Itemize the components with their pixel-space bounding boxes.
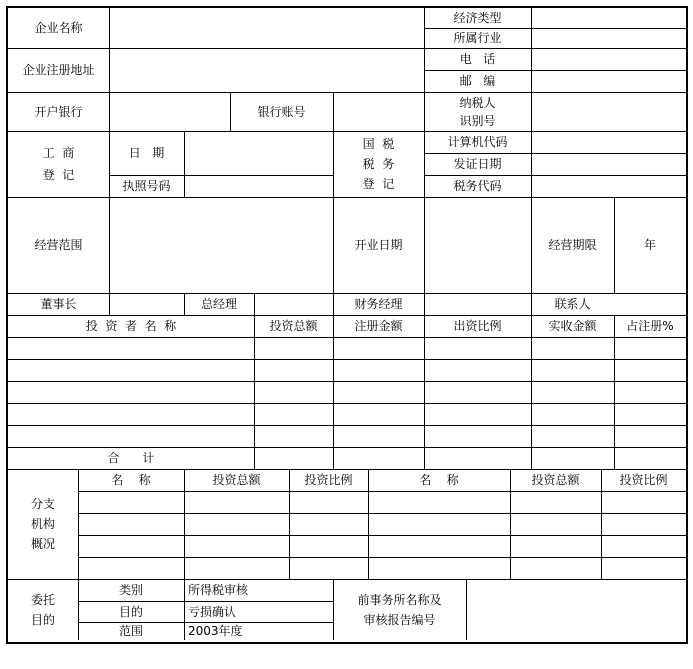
econ-type-label: 经济类型 — [453, 11, 502, 25]
entrust-purpose-label — [8, 579, 78, 640]
rule — [254, 293, 255, 315]
ic-line1: 工 商 — [42, 146, 75, 160]
ic-line2: 登 记 — [42, 168, 75, 182]
business-scope-label: 经营范围 — [34, 238, 83, 252]
total-label: 合 计 — [107, 451, 155, 465]
industry-label: 所属行业 — [453, 31, 502, 45]
rule — [531, 8, 532, 197]
reg-address-label: 企业注册地址 — [22, 63, 95, 77]
ic-registration-label — [8, 131, 109, 197]
taxpayer-id-line2: 识别号 — [459, 113, 496, 128]
rule — [8, 381, 686, 382]
rule — [184, 131, 185, 197]
category-label: 类别 — [118, 583, 143, 597]
rule — [614, 315, 615, 469]
rule — [78, 557, 686, 558]
registered-amount-header: 注册金额 — [354, 319, 403, 333]
tax-line2: 税 务 — [362, 157, 395, 171]
prev-firm-label — [333, 579, 466, 640]
rule — [466, 579, 467, 640]
range-label: 范围 — [118, 624, 143, 638]
entrust-line2: 目的 — [30, 612, 55, 627]
rule — [333, 315, 334, 469]
branch-name2-header: 名 称 — [419, 473, 459, 487]
date-label: 日 期 — [128, 146, 165, 160]
company-name-label: 企业名称 — [34, 21, 83, 35]
rule — [184, 579, 185, 640]
rule — [8, 403, 686, 404]
paid-in-header: 实收金额 — [548, 319, 597, 333]
rule — [8, 337, 686, 338]
rule — [531, 315, 532, 469]
rule — [78, 535, 686, 536]
branch-invest2-header: 投资总额 — [531, 473, 580, 487]
account-label: 银行账号 — [257, 104, 306, 119]
phone-label: 电 话 — [459, 52, 496, 66]
branch-overview-label — [8, 469, 78, 579]
branch-invest-header: 投资总额 — [212, 473, 261, 487]
prev-firm-line1: 前事务所名称及 — [357, 592, 442, 607]
branch-name-header: 名 称 — [111, 473, 151, 487]
branch-ratio2-header: 投资比例 — [619, 473, 668, 487]
purpose-label: 目的 — [118, 604, 143, 619]
taxpayer-id-line1: 纳税人 — [459, 95, 496, 110]
tax-code-label: 税务代码 — [453, 179, 502, 193]
rule — [8, 425, 686, 426]
registered-pct-header: 占注册% — [626, 319, 674, 333]
postcode-label: 邮 编 — [459, 74, 496, 88]
branch-line1: 分支 — [30, 497, 55, 511]
rule — [424, 315, 425, 469]
range-value: 2003年度 — [188, 624, 243, 638]
entrust-line1: 委托 — [30, 592, 55, 607]
tax-line3: 登 记 — [362, 177, 395, 191]
branch-line2: 机构 — [30, 517, 55, 531]
purpose-value: 亏损确认 — [188, 604, 237, 619]
operating-period-label: 经营期限 — [548, 238, 597, 252]
branch-ratio-header: 投资比例 — [304, 473, 353, 487]
prev-firm-line2: 审核报告编号 — [363, 612, 436, 627]
tax-registration-label — [333, 131, 424, 197]
computer-code-label: 计算机代码 — [447, 135, 508, 149]
branch-line3: 概况 — [30, 537, 55, 551]
contact-label: 联系人 — [554, 297, 591, 311]
rule — [78, 491, 686, 492]
category-value: 所得税审核 — [188, 583, 249, 597]
issue-date-label: 发证日期 — [453, 157, 502, 171]
rule — [78, 513, 686, 514]
chairman-label: 董事长 — [40, 297, 77, 311]
rule — [254, 315, 255, 469]
license-no-label: 执照号码 — [122, 179, 171, 193]
year-label: 年 — [643, 238, 656, 252]
rule — [8, 359, 686, 360]
tax-line1: 国 税 — [362, 137, 395, 151]
cfo-label: 财务经理 — [354, 297, 403, 311]
company-info-form — [6, 6, 688, 644]
taxpayer-id-label — [424, 92, 531, 131]
investor-name-header: 投 资 者 名 称 — [85, 319, 177, 333]
bank-label: 开户银行 — [34, 104, 83, 119]
open-date-label: 开业日期 — [354, 238, 403, 252]
contribution-ratio-header: 出资比例 — [453, 319, 502, 333]
total-investment-header: 投资总额 — [269, 319, 318, 333]
gm-label: 总经理 — [200, 297, 237, 311]
